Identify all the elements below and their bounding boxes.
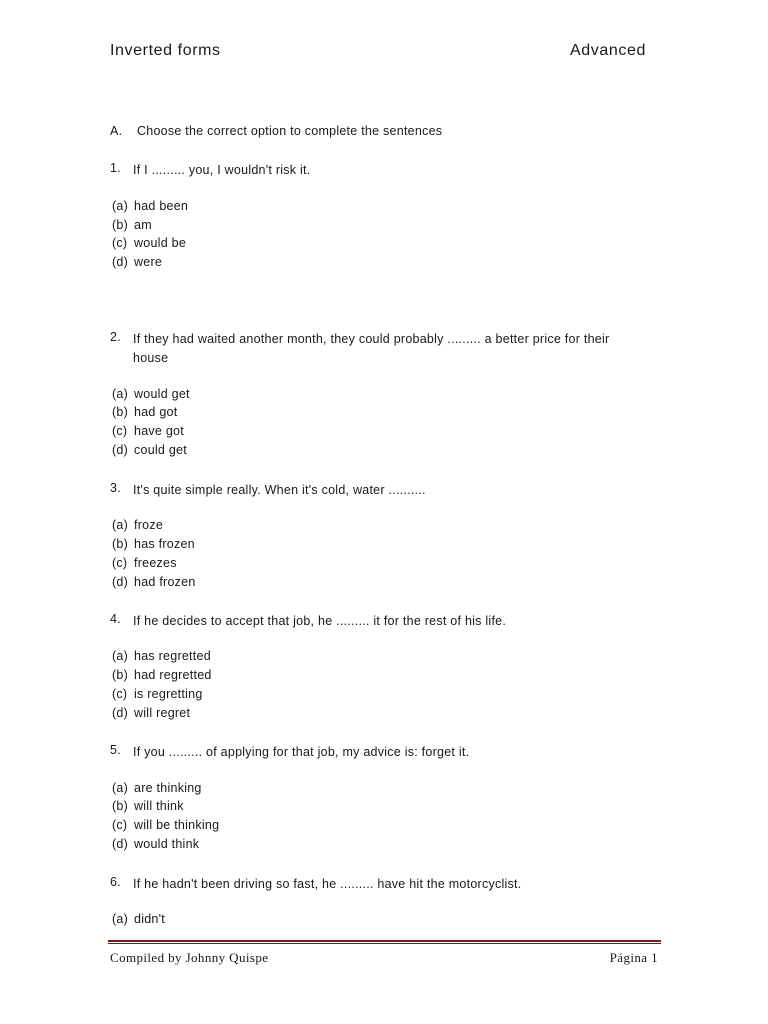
page-number: Página 1: [609, 950, 658, 965]
option-label: (a): [112, 649, 129, 663]
compiled-by: Compiled by Johnny Quispe: [110, 950, 269, 965]
option-text: would think: [134, 837, 200, 851]
option-label: (a): [112, 781, 129, 795]
question-number: 4.: [110, 612, 121, 626]
question-text: It's quite simple really. When it's cold, water ..........: [133, 483, 426, 497]
option-d: [112, 706, 190, 720]
option-a: [112, 518, 163, 532]
option-text: will regret: [134, 706, 191, 720]
question-text: If you ......... of applying for that job, my advice is: forget it.: [133, 745, 470, 759]
option-c: [112, 424, 184, 438]
option-d: [112, 255, 162, 269]
option-text: would be: [134, 236, 187, 250]
option-b: [112, 799, 184, 813]
footer-divider: [108, 940, 661, 944]
option-text: have got: [134, 424, 184, 438]
option-label: (b): [112, 405, 129, 419]
section-heading: [110, 124, 442, 138]
option-text: are thinking: [134, 781, 202, 795]
option-label: (b): [112, 537, 129, 551]
option-d: [112, 443, 187, 457]
option-text: had got: [134, 405, 178, 419]
option-text: freezes: [134, 556, 177, 570]
option-text: had been: [134, 199, 189, 213]
section-letter: A.: [110, 124, 123, 138]
option-text: had regretted: [134, 668, 212, 682]
option-b: [112, 405, 177, 419]
option-label: (c): [112, 818, 128, 832]
option-d: [112, 837, 199, 851]
option-text: has frozen: [134, 537, 195, 551]
option-text: am: [134, 218, 152, 232]
option-label: (d): [112, 837, 129, 851]
option-label: (d): [112, 575, 129, 589]
level-label: Advanced: [570, 42, 646, 59]
option-label: (b): [112, 218, 129, 232]
option-text: has regretted: [134, 649, 211, 663]
section-instruction: Choose the correct option to complete the sentences: [137, 124, 443, 138]
option-text: froze: [134, 518, 164, 532]
option-label: (b): [112, 668, 129, 682]
option-label: (a): [112, 199, 129, 213]
option-label: (b): [112, 799, 129, 813]
question-number: 6.: [110, 875, 121, 889]
option-a: [112, 912, 165, 926]
option-text: would get: [134, 387, 190, 401]
option-d: [112, 575, 196, 589]
document-title: Inverted forms: [110, 42, 221, 59]
option-a: [112, 199, 188, 213]
option-b: [112, 668, 212, 682]
question-number: 1.: [110, 161, 121, 175]
option-a: [112, 387, 190, 401]
question-text: If I ......... you, I wouldn't risk it.: [133, 163, 311, 177]
question-text: If he decides to accept that job, he ......... it for the rest of his life.: [133, 614, 507, 628]
option-label: (d): [112, 255, 129, 269]
option-label: (c): [112, 424, 128, 438]
option-text: were: [134, 255, 163, 269]
option-a: [112, 781, 202, 795]
option-text: didn't: [134, 912, 165, 926]
option-text: will think: [134, 799, 184, 813]
option-b: [112, 537, 195, 551]
option-label: (a): [112, 387, 129, 401]
question-text: If they had waited another month, they could probably ......... a better price for their house: [133, 332, 610, 365]
option-text: is regretting: [134, 687, 203, 701]
option-b: [112, 218, 152, 232]
option-text: could get: [134, 443, 187, 457]
option-label: (d): [112, 443, 129, 457]
question-number: 5.: [110, 743, 121, 757]
option-c: [112, 687, 203, 701]
question-number: 3.: [110, 481, 121, 495]
option-label: (a): [112, 912, 129, 926]
option-a: [112, 649, 211, 663]
question-number: 2.: [110, 330, 121, 344]
option-label: (d): [112, 706, 129, 720]
option-label: (c): [112, 556, 128, 570]
option-label: (a): [112, 518, 129, 532]
option-text: had frozen: [134, 575, 196, 589]
option-c: [112, 818, 219, 832]
question-text: If he hadn't been driving so fast, he ......... have hit the motorcyclist.: [133, 877, 522, 891]
option-text: will be thinking: [134, 818, 220, 832]
option-c: [112, 556, 177, 570]
option-label: (c): [112, 236, 128, 250]
option-label: (c): [112, 687, 128, 701]
option-c: [112, 236, 186, 250]
